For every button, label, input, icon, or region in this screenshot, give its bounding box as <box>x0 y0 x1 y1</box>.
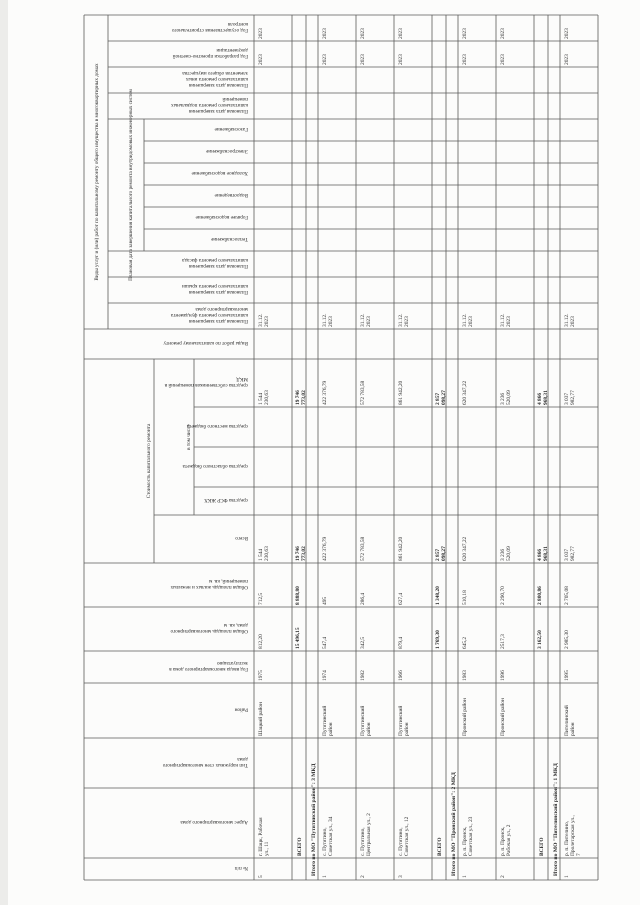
header-gas: Газоснабжение <box>214 126 248 132</box>
row-district: район <box>404 722 410 736</box>
total-cost-total: 19 746 <box>295 546 301 561</box>
row-number: 2 <box>360 875 366 878</box>
total-label: ВСЕГО <box>297 837 303 856</box>
row-area-total: 879,4 <box>398 636 404 649</box>
row-district: район <box>570 722 576 736</box>
total-area-total: 3 162,50 <box>537 630 543 649</box>
row-cost-total: 982,77 <box>570 546 576 561</box>
header-area-total: Общая площадь многоквартирного <box>170 628 248 634</box>
row-area-living: 495 <box>322 596 328 605</box>
row-cost-total: 3 236 <box>500 548 506 561</box>
row-year: 1983 <box>462 670 468 681</box>
row-cost-total: 422 376,79 <box>322 536 328 561</box>
row-date-complete: 31.12. <box>360 313 366 327</box>
row-control-year: 2023 <box>322 28 328 39</box>
header-water-hot: Горячее водоснабжение <box>195 214 248 220</box>
header-cost-region: средства областного бюджета <box>182 463 248 469</box>
row-cost-total: 861 942,20 <box>398 536 404 561</box>
row-control-year: 2023 <box>564 28 570 39</box>
row-number: 5 <box>258 875 264 878</box>
total-cost-owners: 19 746 <box>295 390 301 405</box>
row-date-complete: 31.12. <box>564 313 570 327</box>
header-cost-local: средства местного бюджета <box>186 423 248 429</box>
header-design-year: Год разработки проектно-сметной <box>172 53 248 59</box>
row-number: 1 <box>462 875 468 878</box>
row-area-total: 547,4 <box>322 636 328 649</box>
row-address: Советская ул., 23 <box>468 816 474 856</box>
row-date-complete: 31.12. <box>322 313 328 327</box>
total-cost-total: 4 866 <box>537 548 543 561</box>
total-cost-owners: 773,02 <box>301 390 307 405</box>
row-cost-owners: 620 347,22 <box>462 380 468 405</box>
row-design-year: 2023 <box>360 54 366 65</box>
header-area-total: дома, кв. м <box>223 622 248 628</box>
row-year: 1996 <box>500 670 506 681</box>
row-cost-owners: 982,77 <box>570 390 576 405</box>
header-cost-group: Стоимость капитального ремонта <box>146 423 152 499</box>
header-other-elements: элементов общего имущества <box>182 70 248 76</box>
row-area-total: 645,2 <box>462 636 468 649</box>
row-address: Советская ул., 12 <box>404 816 410 856</box>
header-cost-fund: средства ФСР ЖКХ <box>204 497 248 503</box>
header-other-elements: Плановая дата завершения <box>188 82 248 88</box>
row-cost-owners: 520,09 <box>506 390 512 405</box>
row-address: р. п. Пителино, <box>564 821 570 856</box>
header-wall: дома <box>237 756 248 762</box>
row-date-complete: 31.12. <box>258 313 264 327</box>
header-heat: Теплоснабжение <box>211 236 248 242</box>
row-number: 2 <box>500 875 506 878</box>
header-works-group: Виды услуг и (или) работ по капитальному ремонту общего имущества в многоквартирных домах <box>94 63 100 281</box>
header-cost-total: Всего <box>235 535 248 541</box>
row-address: г. Шацк, Рабочая <box>258 817 264 856</box>
row-cost-owners: 861 942,20 <box>398 380 404 405</box>
row-number: 1 <box>322 875 328 878</box>
total-label: ВСЕГО <box>437 837 443 856</box>
header-year: Год ввода многоквартирного дома в <box>169 666 248 672</box>
row-area-living: 2 290,70 <box>500 586 506 605</box>
row-address: р. п. Пронск, <box>462 826 468 856</box>
row-control-year: 2023 <box>462 28 468 39</box>
row-cost-total: 620 347,22 <box>462 536 468 561</box>
header-roof: Плановая дата завершения <box>188 318 248 324</box>
row-date-complete: 2023 <box>468 316 474 327</box>
header-basement-rooms: Плановая дата завершения <box>188 108 248 114</box>
row-design-year: 2023 <box>258 54 264 65</box>
total-cost-owners: 968,31 <box>543 390 549 405</box>
section-caption: Итого по МО "Пителинский район": 1 МКД <box>553 763 559 876</box>
header-facade: капитального ремонта крыши <box>182 283 248 289</box>
row-area-total: 2 985,30 <box>564 630 570 649</box>
row-control-year: 2023 <box>258 28 264 39</box>
total-cost-total: 098,27 <box>441 546 447 561</box>
row-date-complete: 2023 <box>506 316 512 327</box>
row-address: с. Путятино, <box>360 827 366 856</box>
header-design-year: документации <box>216 47 248 53</box>
row-design-year: 2023 <box>564 54 570 65</box>
row-district: Путятинский <box>322 705 328 736</box>
header-wall: Тип наружных стен многоквартирного <box>162 762 248 768</box>
header-other-works: Виды работ по капитальному ремонту <box>163 340 248 346</box>
row-year: 1975 <box>258 670 264 681</box>
row-area-total: 342,5 <box>360 636 366 649</box>
row-address: с. Путятино, <box>398 827 404 856</box>
row-cost-owners: 3 037 <box>564 392 570 405</box>
row-district: район <box>328 722 334 736</box>
header-roof: многоквартирного дома <box>195 306 248 312</box>
row-district: Пронский район <box>500 698 506 736</box>
total-area-total: 15 496,15 <box>295 627 301 649</box>
row-cost-owners: 230,63 <box>264 390 270 405</box>
total-area-living: 8 888,80 <box>295 586 301 605</box>
row-district: Пронский район <box>462 698 468 736</box>
row-date-complete: 2023 <box>570 316 576 327</box>
row-district: Шацкий район <box>258 701 264 736</box>
row-address: Советская ул., 34 <box>328 816 334 856</box>
row-cost-owners: 1 544 <box>258 392 264 405</box>
row-cost-owners: 572 783,58 <box>360 380 366 405</box>
row-number: 3 <box>398 875 404 878</box>
row-control-year: 2023 <box>360 28 366 39</box>
total-cost-total: 2 857 <box>435 548 441 561</box>
row-address: ул., 11 <box>264 841 270 856</box>
row-design-year: 2023 <box>398 54 404 65</box>
row-area-total: 2517,3 <box>500 634 506 649</box>
row-date-complete: 31.12. <box>398 313 404 327</box>
row-cost-owners: 3 236 <box>500 392 506 405</box>
header-control-year: контроля <box>227 21 248 27</box>
header-cost-incl: в том числе <box>186 424 192 450</box>
total-area-living: 2 800,86 <box>537 586 543 605</box>
row-district: район <box>366 722 372 736</box>
row-address: Рабочая ул., 2 <box>506 824 512 856</box>
row-area-living: 627,4 <box>398 592 404 605</box>
header-cost-owners: средства собственников помещений в <box>164 382 248 388</box>
row-area-living: 510,18 <box>462 590 468 605</box>
row-district: Путятинский <box>398 705 404 736</box>
total-cost-total: 773,02 <box>301 546 307 561</box>
row-area-living: 286,4 <box>360 592 366 605</box>
header-district: Район <box>234 706 248 713</box>
row-cost-total: 1 544 <box>258 548 264 561</box>
row-address: р. п. Пронск, <box>500 826 506 856</box>
row-date-complete: 31.12. <box>500 313 506 327</box>
row-cost-total: 230,63 <box>264 546 270 561</box>
header-area-living: помещений, кв. м <box>209 578 248 584</box>
section-caption: Итого по МО "Пронский район": 2 МКД <box>451 772 457 876</box>
row-date-complete: 2023 <box>264 316 270 327</box>
header-facade: Плановая дата завершения <box>188 289 248 295</box>
row-area-living: 712,5 <box>258 592 264 605</box>
row-date-complete: 2023 <box>328 316 334 327</box>
header-basement-rooms: помещений <box>222 96 248 102</box>
row-control-year: 2023 <box>398 28 404 39</box>
section-caption: Итого по МО "Путятинский район": 3 МКД <box>311 763 317 876</box>
row-year: 1982 <box>360 670 366 681</box>
header-basement-rooms: капитального ремонта подвальных <box>171 102 248 108</box>
total-cost-owners: 2 857 <box>435 392 441 405</box>
row-cost-total: 3 037 <box>564 548 570 561</box>
row-year: 1966 <box>398 670 404 681</box>
row-date-complete: 2023 <box>404 316 410 327</box>
row-district: Пителинский <box>564 705 570 736</box>
header-year: эксплуатацию <box>216 660 248 666</box>
row-area-total: 812,20 <box>258 634 264 649</box>
header-systems-group: Плановая дата завершения капитального ремонта внутридомовых инженерных систем <box>128 89 134 281</box>
row-design-year: 2023 <box>462 54 468 65</box>
row-design-year: 2023 <box>322 54 328 65</box>
total-label: ВСЕГО <box>539 837 545 856</box>
row-date-complete: 2023 <box>366 316 372 327</box>
row-design-year: 2023 <box>500 54 506 65</box>
header-control-year: Год осуществления строительного <box>171 27 248 33</box>
row-control-year: 2023 <box>500 28 506 39</box>
header-roof: капитального ремонта фундамента <box>170 312 248 318</box>
row-year: 1974 <box>322 670 328 681</box>
header-basement: капитального ремонта фасада <box>182 257 248 263</box>
row-address: 7 <box>576 853 582 856</box>
row-cost-total: 520,09 <box>506 546 512 561</box>
header-address: Адрес многоквартирного дома <box>180 819 248 825</box>
header-water-cold: Водоотведение <box>214 192 248 198</box>
header-cost-owners: МКД <box>236 376 248 382</box>
header-electric: Электроснабжение <box>206 148 248 154</box>
row-number: 1 <box>564 875 570 878</box>
row-address: Пролетарская ул., <box>570 815 576 856</box>
row-address: с. Путятино, <box>322 827 328 856</box>
row-year: 1995 <box>564 670 570 681</box>
row-date-complete: 31.12. <box>462 313 468 327</box>
header-rownum: № п/п <box>234 865 248 871</box>
total-area-total: 1 769,30 <box>435 630 441 649</box>
total-cost-owners: 098,27 <box>441 390 447 405</box>
total-area-living: 1 348,20 <box>435 586 441 605</box>
row-area-living: 2 705,08 <box>564 586 570 605</box>
header-water-cold2: Холодное водоснабжение <box>191 170 248 176</box>
header-basement: Плановая дата завершения <box>188 263 248 269</box>
row-district: Путятинский <box>360 705 366 736</box>
row-cost-owners: 422 376,79 <box>322 380 328 405</box>
row-cost-total: 572 783,58 <box>360 536 366 561</box>
header-other-elements: капитального ремонта иных <box>185 76 248 82</box>
total-cost-total: 968,31 <box>543 546 549 561</box>
total-cost-owners: 4 866 <box>537 392 543 405</box>
row-address: Центральная ул., 2 <box>366 813 372 856</box>
header-area-living: Общая площадь жилых и нежилых <box>170 584 248 590</box>
